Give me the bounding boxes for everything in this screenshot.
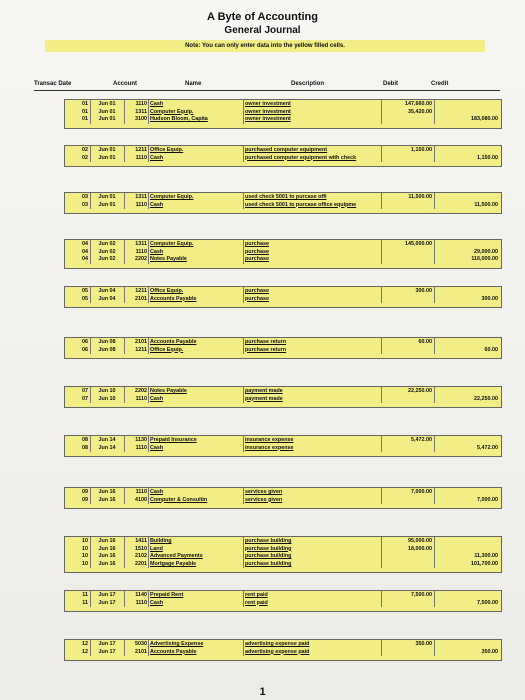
account-number-cell[interactable]: 1110 — [124, 599, 148, 607]
account-number-cell[interactable]: 2101 — [124, 338, 148, 346]
credit-cell[interactable]: 11,300.00 — [434, 552, 500, 560]
debit-cell[interactable] — [381, 496, 434, 504]
journal-row — [0, 599, 525, 607]
column-divider — [434, 100, 435, 124]
column-divider — [124, 240, 125, 264]
account-number-cell[interactable]: 1411 — [124, 537, 148, 545]
journal-row — [0, 154, 525, 162]
account-number-cell[interactable]: 1311 — [124, 240, 148, 248]
date-cell[interactable]: Jun 16 — [90, 488, 124, 496]
transaction-number-cell[interactable]: 08 — [66, 436, 90, 444]
column-divider — [381, 387, 382, 403]
description-cell[interactable]: payment made — [243, 387, 381, 395]
account-number-cell[interactable]: 1211 — [124, 287, 148, 295]
account-number-cell[interactable]: 1510 — [124, 545, 148, 553]
description-cell[interactable]: purchase — [243, 248, 381, 256]
account-number-cell[interactable]: 1211 — [124, 146, 148, 154]
column-divider — [434, 193, 435, 209]
page-title: A Byte of Accounting — [206, 11, 318, 23]
header-description: Description — [291, 81, 325, 87]
journal-row — [0, 201, 525, 209]
column-divider — [434, 591, 435, 607]
account-name-cell[interactable]: Office Equip. — [149, 346, 243, 354]
description-cell[interactable]: purchase — [243, 255, 381, 263]
debit-cell[interactable] — [381, 346, 434, 354]
debit-cell[interactable] — [381, 444, 434, 452]
account-number-cell[interactable]: 2201 — [124, 560, 148, 568]
date-cell[interactable]: Jun 02 — [90, 248, 124, 256]
column-divider — [381, 240, 382, 264]
account-number-cell[interactable]: 1311 — [124, 108, 148, 116]
account-number-cell[interactable]: 4100 — [124, 496, 148, 504]
account-name-cell[interactable]: Cash — [149, 201, 243, 209]
journal-row — [0, 496, 525, 504]
column-divider — [243, 146, 244, 162]
column-divider — [124, 287, 125, 303]
account-number-cell[interactable]: 1130 — [124, 436, 148, 444]
column-divider — [124, 387, 125, 403]
account-number-cell[interactable]: 5030 — [124, 640, 148, 648]
account-name-cell[interactable]: Cash — [149, 100, 243, 108]
debit-cell[interactable] — [381, 560, 434, 568]
account-name-cell[interactable]: Cash — [149, 154, 243, 162]
description-cell[interactable]: owner investment — [243, 108, 381, 116]
date-cell[interactable]: Jun 01 — [90, 100, 124, 108]
description-cell[interactable]: services given — [243, 488, 381, 496]
description-cell[interactable]: advertising expense paid — [243, 648, 381, 656]
description-cell[interactable]: purchase return — [243, 338, 381, 346]
column-divider — [434, 240, 435, 264]
date-cell[interactable]: Jun 10 — [90, 387, 124, 395]
debit-cell[interactable]: 18,000.00 — [381, 545, 434, 553]
transaction-number-cell[interactable]: 05 — [66, 287, 90, 295]
transaction-number-cell[interactable]: 07 — [66, 395, 90, 403]
account-name-cell[interactable]: Computer Equip. — [149, 240, 243, 248]
column-divider — [148, 240, 149, 264]
transaction-number-cell[interactable]: 01 — [66, 115, 90, 123]
account-name-cell[interactable]: Cash — [149, 395, 243, 403]
column-divider — [124, 537, 125, 568]
account-name-cell[interactable]: Computer & Consultin — [149, 496, 243, 504]
description-cell[interactable]: payment made — [243, 395, 381, 403]
account-name-cell[interactable]: Prepaid Insurance — [149, 436, 243, 444]
column-divider — [124, 193, 125, 209]
transaction-number-cell[interactable]: 03 — [66, 193, 90, 201]
description-cell[interactable]: purchase building — [243, 560, 381, 568]
column-divider — [243, 591, 244, 607]
column-divider — [434, 537, 435, 568]
account-number-cell[interactable]: 1110 — [124, 248, 148, 256]
description-cell[interactable]: used check 5001 to purcase offi — [243, 193, 381, 201]
credit-cell[interactable]: 1,150.00 — [434, 154, 500, 162]
header-credit: Credit — [431, 81, 449, 87]
date-cell[interactable]: Jun 17 — [90, 599, 124, 607]
account-number-cell[interactable]: 1110 — [124, 100, 148, 108]
account-name-cell[interactable]: Cash — [149, 599, 243, 607]
page-subtitle: General Journal — [224, 25, 301, 36]
column-divider — [148, 193, 149, 209]
credit-cell[interactable]: 101,700.00 — [434, 560, 500, 568]
account-name-cell[interactable]: Mortgage Payable — [149, 560, 243, 568]
transaction-number-cell[interactable]: 02 — [66, 146, 90, 154]
date-cell[interactable]: Jun 17 — [90, 591, 124, 599]
account-number-cell[interactable]: 2202 — [124, 255, 148, 263]
column-divider — [148, 338, 149, 354]
account-name-cell[interactable]: Hudson Bloom, Capita — [149, 115, 243, 123]
date-cell[interactable]: Jun 08 — [90, 346, 124, 354]
description-cell[interactable]: purchase — [243, 287, 381, 295]
column-divider — [90, 338, 91, 354]
transaction-number-cell[interactable]: 01 — [66, 108, 90, 116]
account-name-cell[interactable]: Cash — [149, 444, 243, 452]
column-divider — [243, 240, 244, 264]
column-divider — [90, 240, 91, 264]
transaction-number-cell[interactable]: 03 — [66, 201, 90, 209]
debit-cell[interactable]: 1,150.00 — [381, 146, 434, 154]
transaction-number-cell[interactable]: 07 — [66, 387, 90, 395]
column-divider — [148, 100, 149, 124]
debit-cell[interactable]: 5,472.00 — [381, 436, 434, 444]
debit-cell[interactable]: 147,660.00 — [381, 100, 434, 108]
column-divider — [124, 146, 125, 162]
account-number-cell[interactable]: 1311 — [124, 193, 148, 201]
account-name-cell[interactable]: Accounts Payable — [149, 648, 243, 656]
description-cell[interactable]: purchased computer equipment with check — [243, 154, 381, 162]
account-number-cell[interactable]: 1110 — [124, 201, 148, 209]
credit-cell[interactable]: 29,000.00 — [434, 248, 500, 256]
column-divider — [434, 146, 435, 162]
date-cell[interactable]: Jun 10 — [90, 395, 124, 403]
date-cell[interactable]: Jun 16 — [90, 560, 124, 568]
header-debit: Debit — [383, 81, 398, 87]
debit-cell[interactable] — [381, 395, 434, 403]
description-cell[interactable]: rent paid — [243, 599, 381, 607]
column-divider — [124, 436, 125, 452]
column-divider — [381, 537, 382, 568]
debit-cell[interactable] — [381, 295, 434, 303]
account-number-cell[interactable]: 2101 — [124, 648, 148, 656]
column-divider — [381, 591, 382, 607]
debit-cell[interactable] — [381, 255, 434, 263]
transaction-number-cell[interactable]: 11 — [66, 591, 90, 599]
description-cell[interactable]: purchase building — [243, 545, 381, 553]
account-name-cell[interactable]: Advertising Expense — [149, 640, 243, 648]
column-divider — [381, 287, 382, 303]
account-number-cell[interactable]: 1110 — [124, 395, 148, 403]
date-cell[interactable]: Jun 01 — [90, 193, 124, 201]
date-cell[interactable]: Jun 17 — [90, 640, 124, 648]
column-divider — [124, 640, 125, 656]
date-cell[interactable]: Jun 16 — [90, 545, 124, 553]
date-cell[interactable]: Jun 14 — [90, 444, 124, 452]
description-cell[interactable]: services given — [243, 496, 381, 504]
account-name-cell[interactable]: Office Equip. — [149, 146, 243, 154]
column-divider — [243, 537, 244, 568]
credit-cell[interactable]: 300.00 — [434, 295, 500, 303]
debit-cell[interactable]: 95,000.00 — [381, 537, 434, 545]
debit-cell[interactable] — [381, 201, 434, 209]
date-cell[interactable]: Jun 04 — [90, 295, 124, 303]
transaction-number-cell[interactable]: 05 — [66, 295, 90, 303]
date-cell[interactable]: Jun 04 — [90, 287, 124, 295]
account-name-cell[interactable]: Cash — [149, 488, 243, 496]
note-banner: Note: You can only enter data into the yellow filled cells. — [45, 40, 485, 52]
debit-cell[interactable]: 35,420.00 — [381, 108, 434, 116]
description-cell[interactable]: purchase — [243, 295, 381, 303]
transaction-number-cell[interactable]: 06 — [66, 346, 90, 354]
transaction-number-cell[interactable]: 09 — [66, 488, 90, 496]
column-divider — [148, 591, 149, 607]
account-number-cell[interactable]: 3100 — [124, 115, 148, 123]
column-divider — [124, 338, 125, 354]
header-account: Account — [113, 81, 137, 87]
account-name-cell[interactable]: Advanced Payments — [149, 552, 243, 560]
column-divider — [148, 287, 149, 303]
transaction-number-cell[interactable]: 02 — [66, 154, 90, 162]
journal-row — [0, 346, 525, 354]
credit-cell[interactable]: 7,000.00 — [434, 496, 500, 504]
debit-cell[interactable] — [381, 599, 434, 607]
credit-cell[interactable]: 7,500.00 — [434, 599, 500, 607]
account-name-cell[interactable]: Accounts Payable — [149, 338, 243, 346]
account-name-cell[interactable]: Computer Equip. — [149, 193, 243, 201]
date-cell[interactable]: Jun 01 — [90, 154, 124, 162]
column-divider — [434, 640, 435, 656]
debit-cell[interactable]: 11,500.00 — [381, 193, 434, 201]
header-transaction-date: Transac Date — [34, 81, 72, 87]
date-cell[interactable]: Jun 16 — [90, 552, 124, 560]
column-header-row — [0, 79, 525, 89]
transaction-number-cell[interactable]: 10 — [66, 537, 90, 545]
date-cell[interactable]: Jun 01 — [90, 115, 124, 123]
column-divider — [243, 287, 244, 303]
credit-cell[interactable]: 11,500.00 — [434, 201, 500, 209]
debit-cell[interactable]: 145,000.00 — [381, 240, 434, 248]
description-cell[interactable]: purchase building — [243, 537, 381, 545]
transaction-number-cell[interactable]: 04 — [66, 255, 90, 263]
date-cell[interactable]: Jun 01 — [90, 108, 124, 116]
column-divider — [90, 100, 91, 124]
column-divider — [90, 591, 91, 607]
account-number-cell[interactable]: 1140 — [124, 591, 148, 599]
column-divider — [243, 387, 244, 403]
column-divider — [90, 287, 91, 303]
column-divider — [148, 436, 149, 452]
column-divider — [124, 591, 125, 607]
column-divider — [243, 338, 244, 354]
header-name: Name — [185, 81, 202, 87]
description-cell[interactable]: purchased computer equipment — [243, 146, 381, 154]
column-divider — [381, 146, 382, 162]
debit-cell[interactable]: 60.00 — [381, 338, 434, 346]
transaction-number-cell[interactable]: 04 — [66, 248, 90, 256]
journal-row — [0, 255, 525, 263]
description-cell[interactable]: insurance expense — [243, 444, 381, 452]
transaction-number-cell[interactable]: 04 — [66, 240, 90, 248]
column-divider — [90, 146, 91, 162]
account-name-cell[interactable]: Computer Equip. — [149, 108, 243, 116]
date-cell[interactable]: Jun 02 — [90, 255, 124, 263]
description-cell[interactable]: purchase — [243, 240, 381, 248]
account-number-cell[interactable]: 2101 — [124, 295, 148, 303]
debit-cell[interactable]: 22,250.00 — [381, 387, 434, 395]
date-cell[interactable]: Jun 08 — [90, 338, 124, 346]
debit-cell[interactable] — [381, 115, 434, 123]
account-number-cell[interactable]: 1110 — [124, 488, 148, 496]
column-divider — [90, 193, 91, 209]
transaction-number-cell[interactable]: 06 — [66, 338, 90, 346]
page-number: 1 — [259, 686, 266, 698]
column-divider — [243, 436, 244, 452]
journal-row — [0, 444, 525, 452]
description-cell[interactable]: purchase building — [243, 552, 381, 560]
debit-cell[interactable]: 7,500.00 — [381, 591, 434, 599]
transaction-number-cell[interactable]: 12 — [66, 640, 90, 648]
column-divider — [434, 436, 435, 452]
journal-row — [0, 115, 525, 123]
debit-cell[interactable]: 7,000.00 — [381, 488, 434, 496]
credit-cell[interactable]: 22,250.00 — [434, 395, 500, 403]
column-divider — [381, 640, 382, 656]
date-cell[interactable]: Jun 01 — [90, 146, 124, 154]
credit-cell[interactable]: 60.00 — [434, 346, 500, 354]
transaction-number-cell[interactable]: 11 — [66, 599, 90, 607]
column-divider — [434, 287, 435, 303]
column-divider — [148, 387, 149, 403]
description-cell[interactable]: purchase return — [243, 346, 381, 354]
date-cell[interactable]: Jun 14 — [90, 436, 124, 444]
column-divider — [243, 488, 244, 504]
header-divider — [34, 90, 500, 91]
column-divider — [243, 100, 244, 124]
debit-cell[interactable] — [381, 648, 434, 656]
column-divider — [381, 100, 382, 124]
account-name-cell[interactable]: Prepaid Rent — [149, 591, 243, 599]
date-cell[interactable]: Jun 02 — [90, 240, 124, 248]
transaction-number-cell[interactable]: 08 — [66, 444, 90, 452]
description-cell[interactable]: rent paid — [243, 591, 381, 599]
date-cell[interactable]: Jun 01 — [90, 201, 124, 209]
debit-cell[interactable] — [381, 154, 434, 162]
account-number-cell[interactable]: 2102 — [124, 552, 148, 560]
account-name-cell[interactable]: Accounts Payable — [149, 295, 243, 303]
credit-cell[interactable]: 183,080.00 — [434, 115, 500, 123]
account-name-cell[interactable]: Notes Payable — [149, 255, 243, 263]
journal-row — [0, 560, 525, 568]
column-divider — [381, 193, 382, 209]
column-divider — [243, 640, 244, 656]
column-divider — [124, 100, 125, 124]
description-cell[interactable]: owner investment — [243, 115, 381, 123]
account-name-cell[interactable]: Office Equip. — [149, 287, 243, 295]
column-divider — [90, 387, 91, 403]
credit-cell[interactable]: 116,000.00 — [434, 255, 500, 263]
column-divider — [381, 436, 382, 452]
description-cell[interactable]: owner investment — [243, 100, 381, 108]
journal-row — [0, 648, 525, 656]
column-divider — [148, 146, 149, 162]
column-divider — [90, 640, 91, 656]
column-divider — [148, 537, 149, 568]
credit-cell[interactable]: 5,472.00 — [434, 444, 500, 452]
account-number-cell[interactable]: 1110 — [124, 444, 148, 452]
transaction-number-cell[interactable]: 10 — [66, 552, 90, 560]
debit-cell[interactable]: 350.00 — [381, 640, 434, 648]
column-divider — [90, 488, 91, 504]
column-divider — [381, 488, 382, 504]
transaction-number-cell[interactable]: 10 — [66, 545, 90, 553]
description-cell[interactable]: advertising expense paid — [243, 640, 381, 648]
transaction-number-cell[interactable]: 10 — [66, 560, 90, 568]
account-number-cell[interactable]: 1110 — [124, 154, 148, 162]
account-name-cell[interactable]: Notes Payable — [149, 387, 243, 395]
date-cell[interactable]: Jun 16 — [90, 496, 124, 504]
journal-row — [0, 395, 525, 403]
column-divider — [90, 537, 91, 568]
column-divider — [434, 338, 435, 354]
date-cell[interactable]: Jun 17 — [90, 648, 124, 656]
account-number-cell[interactable]: 1211 — [124, 346, 148, 354]
column-divider — [381, 338, 382, 354]
account-name-cell[interactable]: Cash — [149, 248, 243, 256]
account-number-cell[interactable]: 2202 — [124, 387, 148, 395]
column-divider — [434, 488, 435, 504]
column-divider — [148, 640, 149, 656]
account-name-cell[interactable]: Land — [149, 545, 243, 553]
account-name-cell[interactable]: Building — [149, 537, 243, 545]
column-divider — [434, 387, 435, 403]
transaction-number-cell[interactable]: 01 — [66, 100, 90, 108]
transaction-number-cell[interactable]: 09 — [66, 496, 90, 504]
date-cell[interactable]: Jun 16 — [90, 537, 124, 545]
column-divider — [148, 488, 149, 504]
journal-row — [0, 295, 525, 303]
description-cell[interactable]: insurance expense — [243, 436, 381, 444]
debit-cell[interactable]: 300.00 — [381, 287, 434, 295]
description-cell[interactable]: used check 5001 to purcase office equipme — [243, 201, 381, 209]
column-divider — [90, 436, 91, 452]
transaction-number-cell[interactable]: 12 — [66, 648, 90, 656]
column-divider — [243, 193, 244, 209]
credit-cell[interactable]: 350.00 — [434, 648, 500, 656]
column-divider — [124, 488, 125, 504]
